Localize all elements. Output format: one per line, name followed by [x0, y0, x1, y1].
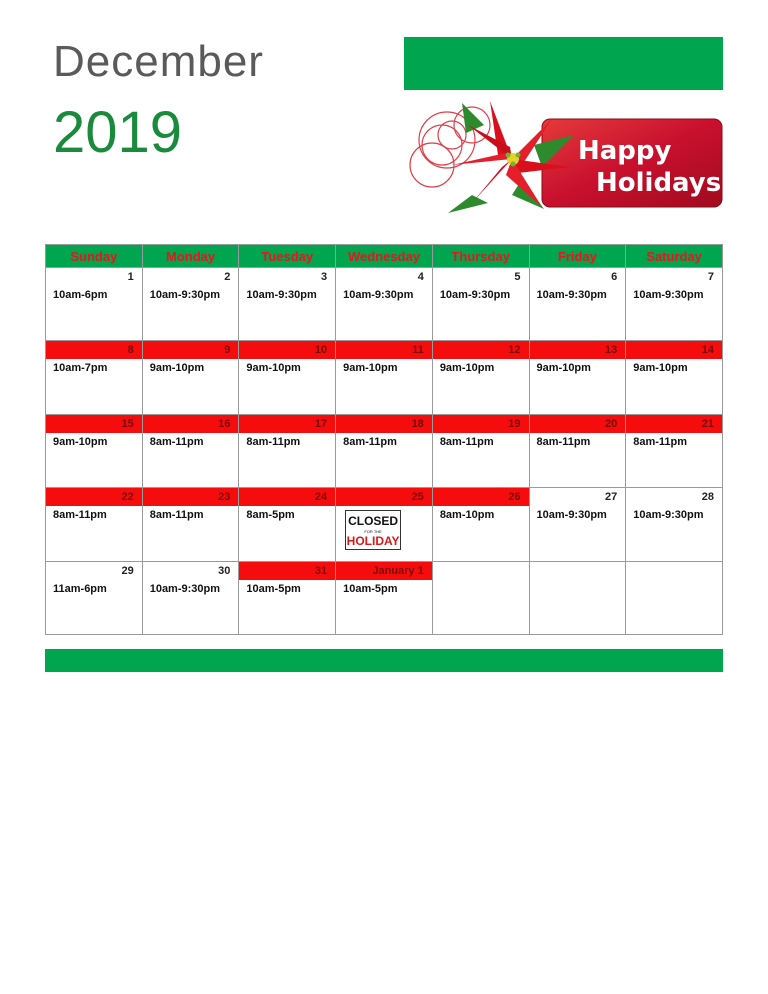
store-hours: 10am-9:30pm [633, 509, 704, 522]
day-number: 22 [46, 488, 142, 506]
day-cell [432, 561, 529, 634]
store-hours: 10am-9:30pm [536, 509, 607, 522]
store-hours: 8am-11pm [149, 509, 204, 522]
day-cell [529, 488, 626, 561]
weekday-header: Monday [142, 245, 239, 268]
day-cell [142, 488, 239, 561]
day-number: 28 [701, 491, 714, 504]
store-hours: 8am-5pm [246, 509, 295, 522]
banner-line2: Holidays [596, 168, 722, 198]
store-hours: 10am-9:30pm [439, 289, 511, 301]
day-number: 27 [604, 491, 618, 504]
day-cell [142, 268, 239, 341]
day-cell [626, 488, 723, 561]
weekday-header-row [46, 245, 723, 268]
store-hours: 8am-10pm [439, 509, 495, 522]
day-cell [239, 561, 336, 634]
day-cell [46, 268, 143, 341]
store-hours: 8am-11pm [149, 435, 204, 448]
day-number: 25 [336, 488, 432, 506]
day-cell [529, 341, 626, 414]
store-hours: 8am-11pm [633, 435, 688, 448]
day-number: 8 [46, 341, 142, 359]
day-cell [626, 268, 723, 341]
store-hours: 8am-11pm [53, 509, 107, 522]
day-cell [46, 561, 143, 634]
day-cell [336, 561, 433, 634]
month-title: December [53, 37, 264, 86]
day-cell [626, 341, 723, 414]
store-hours: 10am-9:30pm [343, 289, 414, 301]
week-row [46, 488, 723, 561]
day-cell [626, 561, 723, 634]
day-cell [239, 268, 336, 341]
day-cell [336, 488, 433, 561]
day-number: 24 [239, 488, 335, 506]
store-hours: 10am-7pm [53, 362, 108, 375]
weekday-header: Saturday [626, 245, 723, 268]
day-cell [142, 561, 239, 634]
closed-sign-line3: HOLIDAY [346, 534, 400, 549]
day-cell [336, 414, 433, 487]
day-number: 12 [433, 341, 529, 359]
store-hours: 10am-6pm [53, 289, 108, 301]
day-cell [626, 414, 723, 487]
day-number: 13 [530, 341, 626, 359]
store-hours: 9am-10pm [633, 362, 688, 375]
closed-sign-line1: CLOSED [348, 514, 399, 529]
day-number: 26 [433, 488, 529, 506]
day-number: 15 [46, 415, 142, 433]
store-hours: 10am-9:30pm [536, 289, 607, 301]
store-hours: 9am-10pm [536, 362, 591, 375]
day-number: 23 [143, 488, 239, 506]
day-cell [432, 414, 529, 487]
day-number: January 1 [336, 562, 432, 580]
store-hours: 9am-10pm [246, 362, 301, 375]
bottom-green-bar [45, 649, 723, 672]
week-row [46, 341, 723, 414]
day-number: 21 [626, 415, 722, 433]
day-cell [46, 488, 143, 561]
store-hours: 10am-5pm [343, 582, 398, 595]
day-number: 11 [336, 341, 432, 359]
day-number: 6 [611, 271, 618, 283]
day-cell [239, 414, 336, 487]
weekday-header: Sunday [46, 245, 143, 268]
day-number: 30 [218, 564, 231, 577]
day-number: 20 [530, 415, 626, 433]
week-row [46, 268, 723, 341]
day-number: 1 [127, 271, 134, 283]
store-hours: 8am-11pm [246, 435, 301, 448]
week-row [46, 561, 723, 634]
day-cell [142, 341, 239, 414]
closed-sign-line2: FOR THE [364, 529, 382, 535]
day-number: 31 [239, 562, 335, 580]
weekday-header: Thursday [432, 245, 529, 268]
day-cell [432, 341, 529, 414]
day-number: 17 [239, 415, 335, 433]
weekday-header: Friday [529, 245, 626, 268]
store-hours: 10am-9:30pm [246, 289, 317, 301]
store-hours: 10am-9:30pm [149, 289, 221, 301]
day-cell [46, 341, 143, 414]
day-cell [239, 341, 336, 414]
top-green-bar [404, 37, 723, 90]
day-cell [336, 268, 433, 341]
day-number: 14 [626, 341, 722, 359]
year-title: 2019 [53, 100, 183, 165]
store-hours: 9am-10pm [149, 362, 205, 375]
store-hours: 11am-6pm [53, 582, 107, 595]
day-number: 29 [121, 564, 134, 577]
day-cell [529, 561, 626, 634]
store-hours: 9am-10pm [439, 362, 495, 375]
day-number: 4 [417, 271, 424, 283]
day-cell [239, 488, 336, 561]
day-cell [336, 341, 433, 414]
day-number: 3 [320, 271, 328, 283]
store-hours: 10am-9:30pm [633, 289, 704, 301]
day-cell [529, 268, 626, 341]
day-number: 9 [143, 341, 239, 359]
weekday-header: Tuesday [239, 245, 336, 268]
day-number: 19 [433, 415, 529, 433]
weekday-header: Wednesday [336, 245, 433, 268]
store-hours: 9am-10pm [343, 362, 398, 375]
day-cell [142, 414, 239, 487]
day-number: 18 [336, 415, 432, 433]
day-cell [432, 268, 529, 341]
happy-holidays-banner [402, 95, 724, 217]
store-hours: 10am-9:30pm [149, 582, 221, 595]
day-cell [432, 488, 529, 561]
store-hours: 10am-5pm [246, 582, 301, 595]
week-row [46, 414, 723, 487]
day-cell [529, 414, 626, 487]
day-number: 2 [224, 271, 231, 283]
day-number: 5 [514, 271, 521, 283]
store-hours: 8am-11pm [439, 435, 494, 448]
store-hours: 8am-11pm [343, 435, 397, 448]
calendar-table [45, 244, 723, 635]
day-number: 7 [707, 271, 714, 283]
day-number: 10 [239, 341, 335, 359]
banner-line1: Happy [578, 136, 672, 166]
closed-for-holiday-sign [345, 510, 401, 550]
store-hours: 9am-10pm [53, 435, 108, 448]
store-hours: 8am-11pm [536, 435, 591, 448]
day-cell [46, 414, 143, 487]
day-number: 16 [143, 415, 239, 433]
